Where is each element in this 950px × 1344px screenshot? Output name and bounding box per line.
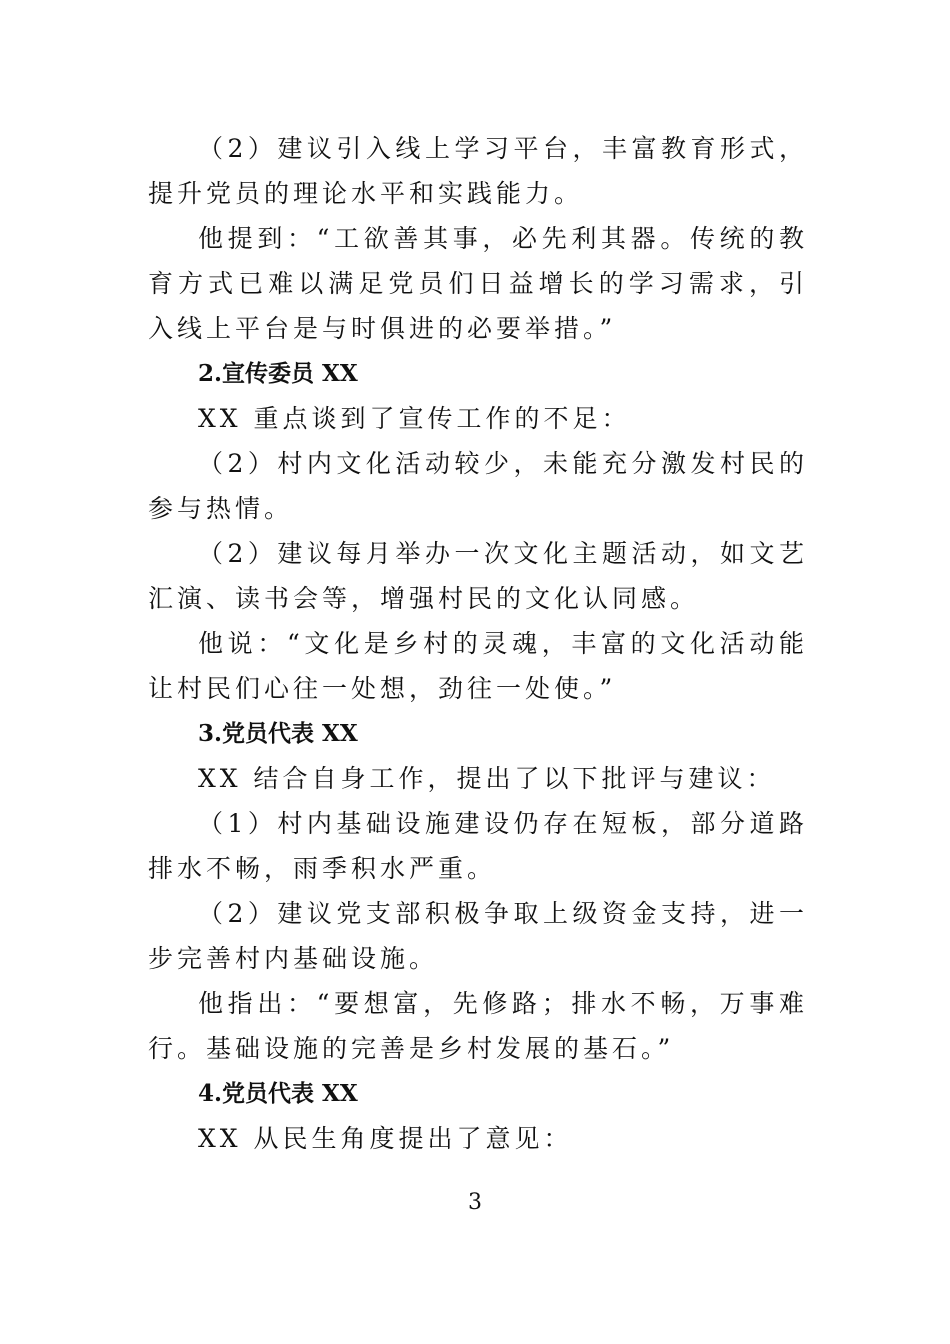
paragraph-online-learning-suggestion: （2）建议引入线上学习平台，丰富教育形式，提升党员的理论水平和实践能力。 [148,134,808,208]
paragraph-propaganda-intro: XX 重点谈到了宣传工作的不足： [198,404,631,433]
document-body [148,126,808,1161]
page-number: 3 [468,1190,482,1215]
paragraph-member4-intro: XX 从民生角度提出了意见： [198,1124,573,1153]
paragraph-funding-suggestion: （2）建议党支部积极争取上级资金支持，进一步完善村内基础设施。 [148,899,808,973]
paragraph-monthly-activity-suggestion: （2）建议每月举办一次文化主题活动，如文艺汇演、读书会等，增强村民的文化认同感。 [148,539,808,613]
paragraph-quote-roads: 他指出：“要想富，先修路；排水不畅，万事难行。基础设施的完善是乡村发展的基石。” [148,989,808,1063]
paragraph-member3-intro: XX 结合自身工作，提出了以下批评与建议： [198,764,776,793]
paragraph-quote-culture: 他说：“文化是乡村的灵魂，丰富的文化活动能让村民们心往一处想，劲往一处使。” [148,629,808,703]
section-heading-party-member-3: 3.党员代表 XX [198,720,358,747]
section-heading-propaganda-member: 2.宣传委员 XX [198,360,358,387]
paragraph-quote-tools: 他提到：“工欲善其事，必先利其器。传统的教育方式已难以满足党员们日益增长的学习需求，引入线上平台是与时俱进的必要举措。” [148,224,808,343]
paragraph-few-cultural-activities: （2）村内文化活动较少，未能充分激发村民的参与热情。 [148,449,808,523]
section-heading-party-member-4: 4.党员代表 XX [198,1080,358,1107]
paragraph-infrastructure-issue: （1）村内基础设施建设仍存在短板，部分道路排水不畅，雨季积水严重。 [148,809,808,883]
